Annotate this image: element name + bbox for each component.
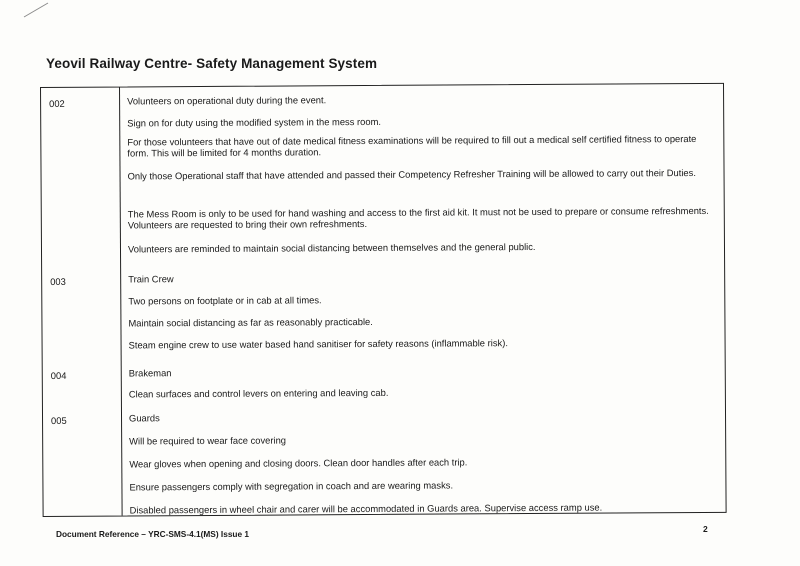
- section-line: Steam engine crew to use water based hand sanitiser for safety reasons (inflammable risk).: [128, 337, 508, 351]
- section-line: Train Crew: [128, 273, 174, 285]
- page-title: Yeovil Railway Centre- Safety Management System: [46, 56, 378, 71]
- section-line: Will be required to wear face covering: [129, 434, 287, 447]
- pen-mark-icon: [22, 2, 50, 18]
- section-line: Volunteers on operational duty during the event.: [127, 94, 327, 107]
- section-ref: 004: [50, 369, 67, 381]
- section-line: Disabled passengers in wheel chair and carer will be accommodated in Guards area. Supervise access ramp use.: [129, 501, 603, 516]
- procedures-table: [40, 83, 727, 517]
- section-ref: 005: [51, 414, 67, 426]
- column-divider: [119, 88, 123, 516]
- section-line: Maintain social distancing as far as reasonably practicable.: [128, 315, 373, 329]
- section-line: Two persons on footplate or in cab at all times.: [128, 294, 322, 307]
- section-line: Brakeman: [128, 367, 172, 379]
- document-reference: Document Reference – YRC-SMS-4.1(MS) Issue 1: [56, 529, 250, 539]
- section-line: Guards: [128, 412, 160, 424]
- section-line: Wear gloves when opening and closing doors. Clean door handles after each trip.: [129, 456, 468, 470]
- section-line: Only those Operational staff that have attended and passed their Competency Refresher Training will be allowed to carry out their Duties.: [127, 166, 696, 182]
- section-line: The Mess Room is only to be used for hand washing and access to the first aid kit. It must not be used to prepare or consume refreshments. Volunteers are requested to bring their own refreshments.: [127, 204, 709, 231]
- section-line: Ensure passengers comply with segregation in coach and are wearing masks.: [129, 479, 454, 493]
- section-ref: 002: [49, 97, 65, 109]
- section-line: Sign on for duty using the modified system in the mess room.: [127, 115, 382, 129]
- page-number: 2: [703, 524, 708, 534]
- section-line: Clean surfaces and control levers on entering and leaving cab.: [128, 386, 389, 400]
- section-line: For those volunteers that have out of date medical fitness examinations will be required to fill out a medical self certified fitness to operate form. This will be limited for 4 months duration.: [127, 132, 697, 159]
- section-ref: 003: [50, 275, 66, 287]
- section-line: Volunteers are reminded to maintain social distancing between themselves and the general public.: [127, 240, 536, 255]
